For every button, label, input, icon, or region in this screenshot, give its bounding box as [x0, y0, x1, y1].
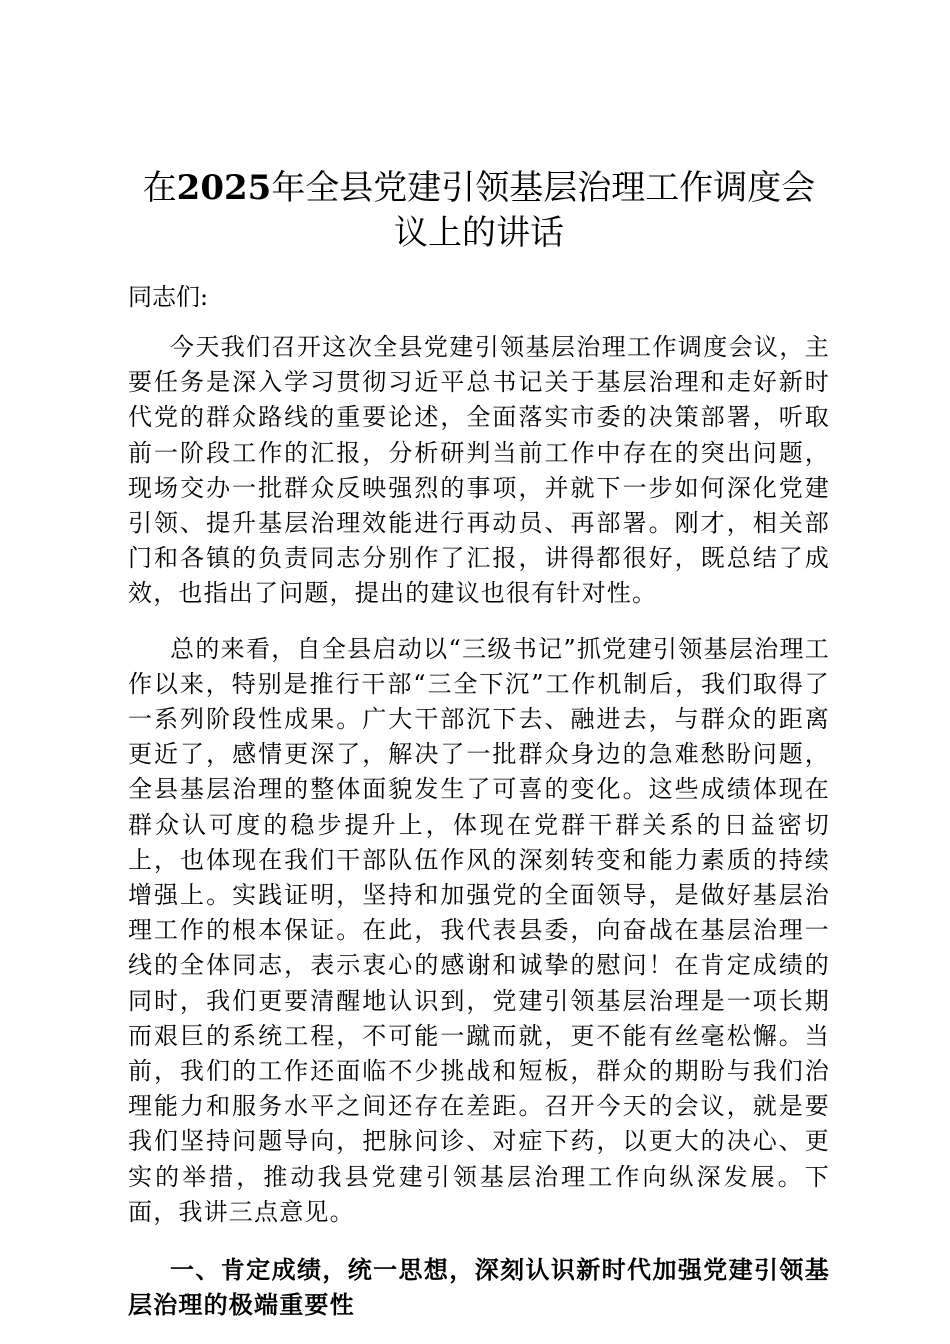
document-page	[128, 166, 830, 1322]
section-heading-one: 一、肯定成绩，统一思想，深刻认识新时代加强党建引领基层治理的极端重要性	[128, 1255, 830, 1320]
title-year: 2025	[176, 168, 272, 208]
title-prefix: 在	[142, 168, 177, 208]
document-title	[128, 166, 830, 256]
title-suffix: 年全县党建引领基层治理工作调度会议上的讲话	[271, 168, 816, 253]
salutation: 同志们:	[128, 283, 209, 311]
paragraph-overview: 总的来看，自全县启动以“三级书记”抓党建引领基层治理工作以来，特别是推行干部“三全下沉”工作机制后，我们取得了一系列阶段性成果。广大干部沉下去、融进去，与群众的距离更近了，感情更深了，解决了一批群众身边的急难愁盼问题，全县基层治理的整体面貌发生了可喜的变化。这些成绩体现在群众认可度的稳步提升上，体现在党群干群关系的日益密切上，也体现在我们干部队伍作风的深刻转变和能力素质的持续增强上。实践证明，坚持和加强党的全面领导，是做好基层治理工作的根本保证。在此，我代表县委，向奋战在基层治理一线的全体同志，表示衷心的感谢和诚挚的慰问！在肯定成绩的同时，我们更要清醒地认识到，党建引领基层治理是一项长期而艰巨的系统工程，不可能一蹴而就，更不能有丝毫松懈。当前，我们的工作还面临不少挑战和短板，群众的期盼与我们治理能力和服务水平之间还存在差距。召开今天的会议，就是要我们坚持问题导向，把脉问诊、对症下药，以更大的决心、更实的举措，推动我县党建引领基层治理工作向纵深发展。下面，我讲三点意见。	[128, 634, 830, 1226]
paragraph-opening: 今天我们召开这次全县党建引领基层治理工作调度会议，主要任务是深入学习贯彻习近平总书记关于基层治理和走好新时代党的群众路线的重要论述，全面落实市委的决策部署，听取前一阶段工作的汇报，分析研判当前工作中存在的突出问题，现场交办一批群众反映强烈的事项，并就下一步如何深化党建引领、提升基层治理效能进行再动员、再部署。刚才，相关部门和各镇的负责同志分别作了汇报，讲得都很好，既总结了成效，也指出了问题，提出的建议也很有针对性。	[128, 333, 830, 608]
